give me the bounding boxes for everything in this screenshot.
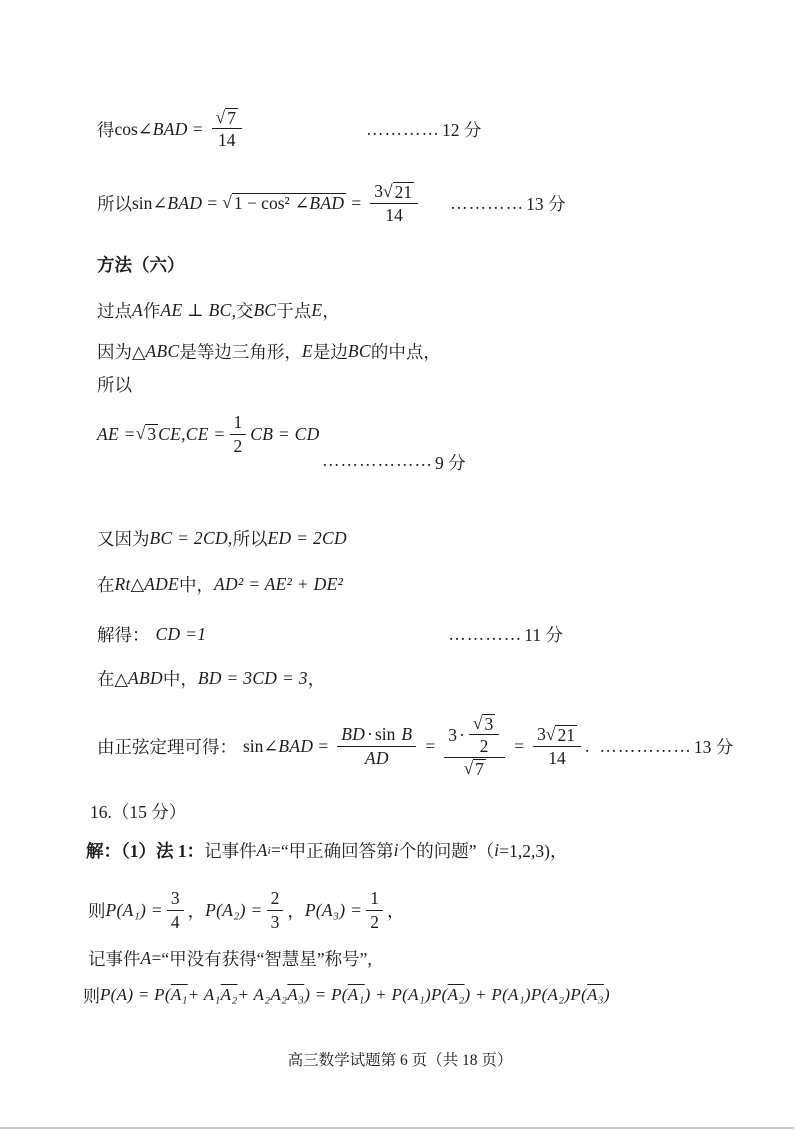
dotted-leader: ………… [365, 118, 440, 139]
fraction-denominator: 14 [548, 747, 566, 768]
score-marker: 13 分 [526, 193, 566, 214]
radicand: 3 [484, 713, 494, 734]
dot-operator: · [459, 724, 465, 745]
fraction [167, 888, 184, 931]
math-expr: ) = P( [304, 984, 348, 1004]
formula-line-sin-bad [97, 172, 565, 234]
event-variable: A [256, 840, 268, 860]
math-var: E [311, 300, 323, 320]
sqrt-expression [136, 424, 158, 443]
math-expr: P(A₁) = [105, 899, 163, 920]
radicand-part: 1 − cos² [233, 193, 290, 214]
text-line [97, 339, 441, 364]
triangle-symbol: △ [130, 574, 145, 594]
fraction [230, 412, 247, 455]
math-expr: BD = 3CD = 3 [197, 668, 308, 688]
formula-line-sine-rule [97, 698, 733, 794]
math-var: B [401, 724, 413, 745]
fraction-numerator: 3 [167, 888, 184, 910]
quoted-text: “甲没有获得“智慧星”称号”, [161, 949, 372, 969]
fraction-nested [444, 714, 505, 779]
fraction-numerator: 1 [366, 888, 383, 910]
fraction [267, 888, 284, 931]
complement-event: A₂ [447, 984, 465, 1004]
complement-event: A₂ [220, 984, 238, 1004]
text: 所以 [97, 375, 132, 395]
text-prefix: 则 [88, 900, 106, 921]
text-prefix: 解得： [97, 625, 150, 645]
text: 所以 [232, 529, 268, 549]
solution-label: 解：（1）法 1： [86, 841, 205, 861]
score-block [320, 450, 466, 475]
text-line [97, 526, 347, 551]
formula-line-cd [97, 622, 563, 647]
probability-line [88, 884, 404, 936]
text-prefix: 得 [97, 119, 115, 140]
math-var: BC [253, 300, 277, 320]
math-var: BC [347, 341, 371, 361]
quoted-text: 个的问题” [398, 841, 477, 861]
text: 在 [97, 575, 115, 595]
text: 过点 [97, 301, 132, 321]
radicand-part: ∠BAD [289, 193, 345, 214]
fraction-numerator: 2 [267, 888, 284, 910]
quoted-text: “甲正确回答第 [280, 841, 394, 861]
complement-event: A₃ [287, 984, 305, 1004]
coefficient: 3 [374, 181, 383, 202]
text: 的中点， [370, 342, 441, 362]
sin-function: sin [243, 735, 264, 756]
fraction-denominator: 2 [479, 735, 489, 756]
radical-sign: √ [382, 180, 393, 201]
math-var: ADE [144, 574, 180, 594]
fraction-denominator: 4 [170, 911, 180, 932]
fraction [337, 724, 416, 767]
fraction-denominator: 2 [233, 435, 243, 456]
radical-sign: √ [222, 192, 232, 213]
fraction-denominator: 14 [385, 204, 403, 225]
math-expr: ) [603, 984, 610, 1004]
text: 作 [143, 301, 161, 321]
math-var: ABD [127, 668, 163, 688]
radical-sign: √ [215, 106, 226, 127]
fraction-denominator: 2 [370, 911, 379, 932]
fraction-denominator: 3 [270, 911, 280, 932]
dotted-leader: ………… [448, 624, 523, 644]
solution-line [86, 838, 567, 863]
angle-bad: ∠BAD [152, 192, 203, 213]
equals-sign: = [270, 840, 281, 860]
equals-sign: = [207, 192, 218, 213]
fraction [366, 888, 383, 931]
math-var: BD [341, 724, 366, 745]
dot-operator: · [367, 724, 373, 745]
fraction [370, 181, 418, 224]
radical-sign: √ [135, 423, 146, 444]
math-var: i [494, 840, 500, 860]
math-var: ABC [145, 341, 180, 361]
question-16-header [90, 799, 186, 824]
equals-sign: = [351, 192, 362, 213]
equals-sign: = [425, 735, 436, 756]
math-expr: P(A₂) = [205, 899, 263, 920]
text: 是等边三角形， [179, 342, 302, 362]
math-expr: P(A) = P( [100, 984, 171, 1004]
math-var: A [132, 300, 143, 320]
dotted-leader: …………… [599, 735, 692, 756]
math-expr: CB = CD [250, 423, 320, 444]
complement-event: A₁ [170, 984, 188, 1004]
fraction-denominator: 14 [218, 130, 236, 151]
radical-sign: √ [463, 758, 474, 779]
math-expr: P(A₃) = [304, 899, 363, 920]
dotted-leader: ……………… [322, 450, 433, 470]
fraction [212, 108, 242, 151]
sqrt-expression [383, 182, 414, 201]
radicand: 7 [227, 107, 236, 128]
radical-sign: √ [545, 723, 556, 744]
text: 中， [179, 575, 215, 595]
sqrt-expression [473, 714, 495, 733]
text: 记事件 [204, 841, 257, 861]
score-marker: 12 分 [441, 119, 482, 140]
sqrt-expression [546, 725, 577, 744]
math-expr: AD² = AE² + DE² [214, 574, 344, 594]
paren: =1,2,3)， [499, 841, 568, 861]
fraction-numerator: 1 [230, 412, 247, 434]
comma: ， [287, 900, 305, 921]
sqrt-expression [464, 759, 486, 778]
sqrt-expression [216, 108, 238, 127]
comma: ， [386, 900, 405, 921]
scan-edge-line [0, 1127, 794, 1129]
radical-sign: √ [472, 712, 483, 733]
coefficient: 3 [537, 724, 546, 745]
text: ， [307, 669, 326, 689]
text-line [97, 572, 343, 597]
score-marker: 11 分 [524, 625, 563, 645]
math-expr: BC = 2CD, [149, 528, 233, 548]
equals-sign: = [514, 735, 525, 756]
text: 中， [162, 669, 198, 689]
text-line [97, 298, 340, 323]
fraction [533, 724, 581, 767]
text: ， [322, 301, 340, 321]
angle-bad: ∠BAD [263, 735, 314, 756]
method-heading [97, 252, 185, 277]
text: 记事件 [88, 949, 141, 969]
radicand: 21 [394, 181, 413, 202]
text: 在△ [97, 669, 128, 689]
cos-function: cos [114, 118, 138, 139]
radicand: 7 [475, 759, 484, 780]
event-variable: A [140, 948, 152, 968]
text-line [88, 946, 372, 971]
equals-sign: = [151, 948, 162, 968]
probability-expansion-line [83, 982, 610, 1007]
text: 因为△ [97, 342, 146, 362]
text-prefix: 由正弦定理可得： [97, 736, 237, 757]
text-line [97, 372, 132, 397]
math-expr: + A₂A₂ [237, 984, 288, 1004]
text-prefix: 所以 [97, 193, 132, 214]
angle-bad: ∠BAD [137, 118, 188, 139]
math-expr: AE ⊥ BC [160, 300, 232, 320]
coefficient: 3 [448, 724, 458, 745]
math-expr: AE = [97, 423, 136, 444]
text-prefix: 则 [83, 987, 100, 1006]
equals-sign: = [192, 118, 203, 139]
math-var: i [393, 840, 399, 860]
footer-page-number: 高三数学试题第 6 页（共 18 页） [287, 1052, 513, 1069]
equals-sign: = [318, 735, 329, 756]
math-expr: + A₁ [187, 984, 221, 1004]
complement-event: A₁ [347, 984, 365, 1004]
sqrt-expression [222, 193, 346, 212]
heading-text: 方法（六） [97, 255, 185, 275]
formula-line-cos-bad [97, 98, 481, 160]
math-expr: ) + P(A₁)P( [364, 984, 448, 1004]
sin-function: sin [374, 724, 396, 745]
text-line [97, 666, 325, 691]
math-var: Rt [114, 574, 131, 594]
math-expr: ED = 2CD [267, 528, 347, 548]
complement-event: A₃ [587, 984, 604, 1004]
radicand: 21 [557, 724, 575, 745]
score-marker: 9 分 [435, 453, 466, 473]
inner-fraction [469, 714, 499, 757]
math-expr: ) + P(A₁)P(A₂)P( [464, 984, 588, 1004]
math-var: AD [364, 747, 389, 768]
text: 是边 [312, 342, 348, 362]
text: 于点 [276, 301, 312, 321]
sin-function: sin [132, 192, 153, 213]
paren: （ [476, 841, 495, 861]
text: 又因为 [97, 529, 150, 549]
period: . [584, 735, 590, 756]
comma: ， [187, 900, 206, 921]
formula-line-ae [97, 408, 466, 473]
math-expr: CE,CE = [158, 423, 226, 444]
question-number: 16.（15 分） [90, 802, 187, 822]
text: ,交 [231, 301, 254, 321]
math-var: E [301, 341, 313, 361]
radicand: 3 [147, 424, 157, 445]
score-marker: 13 分 [693, 736, 734, 757]
dotted-leader: ………… [450, 192, 525, 213]
subscript-i: i [267, 844, 271, 857]
math-expr: CD =1 [155, 624, 207, 644]
